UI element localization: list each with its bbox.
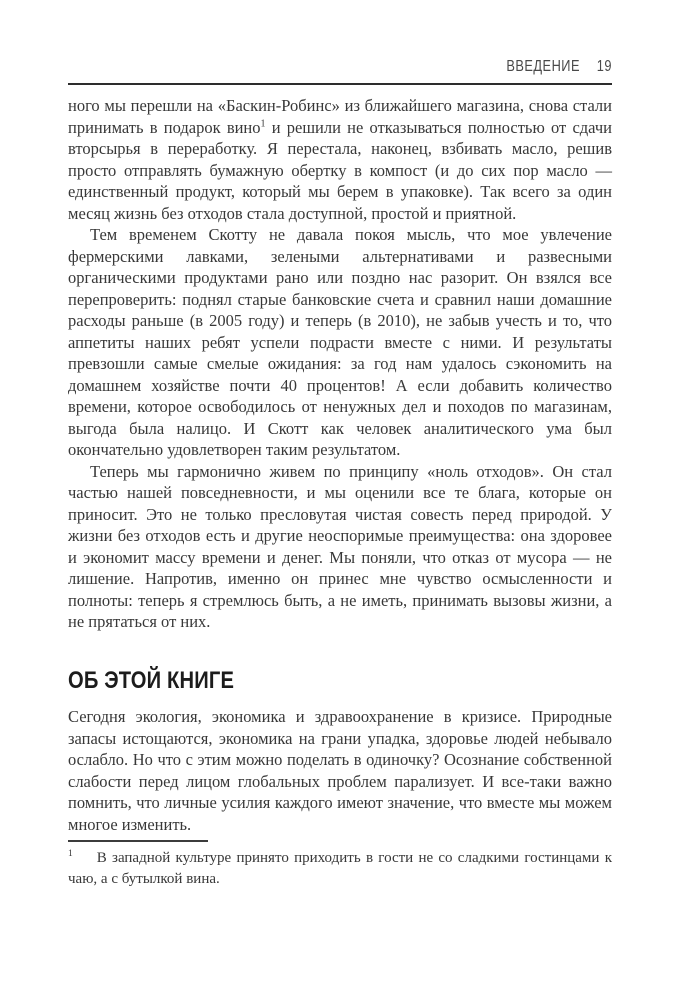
page-number: 19 <box>596 58 612 75</box>
footnote <box>68 840 612 890</box>
footnote-rule <box>68 840 208 842</box>
section-paragraph: Сегодня экология, экономика и здравоохранение в кризисе. Природные запасы истощаются, экономика на грани упадка, здоровье людей небывало ослабло. Но что с этим можно поделать в одиночку? Осознание собственной слабости перед лицом глобальных проблем парализует. И все-таки важно помнить, что личные усилия каждого имеют значение, что вместе мы можем многое изменить. <box>68 707 612 834</box>
section-heading: ОБ ЭТОЙ КНИГЕ <box>68 666 235 694</box>
footnote-body: В западной культуре принято приходить в гости не со сладкими гостинцами к чаю, а с бутылкой вина. <box>68 849 612 887</box>
paragraph-continuation <box>68 95 612 224</box>
paragraph: Теперь мы гармонично живем по принципу «ноль отходов». Он стал частью нашей повседневности, и мы оценили все те блага, которые он приносит. Это не только пресловутая чистая совесть перед природой. У жизни без отходов есть и другие неоспоримые преимущества: она здоровее и экономит массу времени и денег. Мы поняли, что отказ от мусора — не лишение. Напротив, именно он принес мне чувство осмысленности и полноты: теперь я стремлюсь быть, а не иметь, принимать вызовы жизни, а не прятаться от них. <box>68 461 612 631</box>
running-head-section-label: ВВЕДЕНИЕ <box>506 58 580 75</box>
header-rule <box>68 83 612 85</box>
page-body <box>68 95 612 835</box>
paragraph-text: ного мы перешли на «Баскин-Робинс» из ближайшего магазина, снова стали принимать в подарок вино <box>68 96 612 137</box>
footnote-text <box>68 848 612 890</box>
footnote-reference: 1 <box>260 118 266 129</box>
paragraph: Тем временем Скотту не давала покоя мысль, что мое увлечение фермерскими лавками, зелеными альтернативами и развесными органическими продуктами рано или поздно нас разорит. Он взялся все перепроверить: поднял старые банковские счета и сравнил наши домашние расходы раньше (в 2005 году) и теперь (в 2010), не забыв учесть и то, что аппетиты наших ребят успели подрасти вместе с ними. И результаты превзошли самые смелые ожидания: за год нам удалось сэкономить на домашнем хозяйстве почти 40 процентов! А если добавить количество времени, которое освободилось от ненужных дел и походов по магазинам, выгода была налицо. И Скотт как человек аналитического ума был окончательно удовлетворен таким результатом. <box>68 225 612 459</box>
paragraph-text: и решили не отказываться полностью от сдачи вторсырья в переработку. Я перестала, наконец, взбивать масло, решив просто отправлять бумажную обертку в компост (и до сих пор масло — единственный продукт, который мы берем в упаковке). Так всего за один месяц жизнь без отходов стала доступной, простой и приятной. <box>68 117 612 223</box>
footnote-marker: 1 <box>68 848 73 859</box>
page-header <box>177 58 612 76</box>
